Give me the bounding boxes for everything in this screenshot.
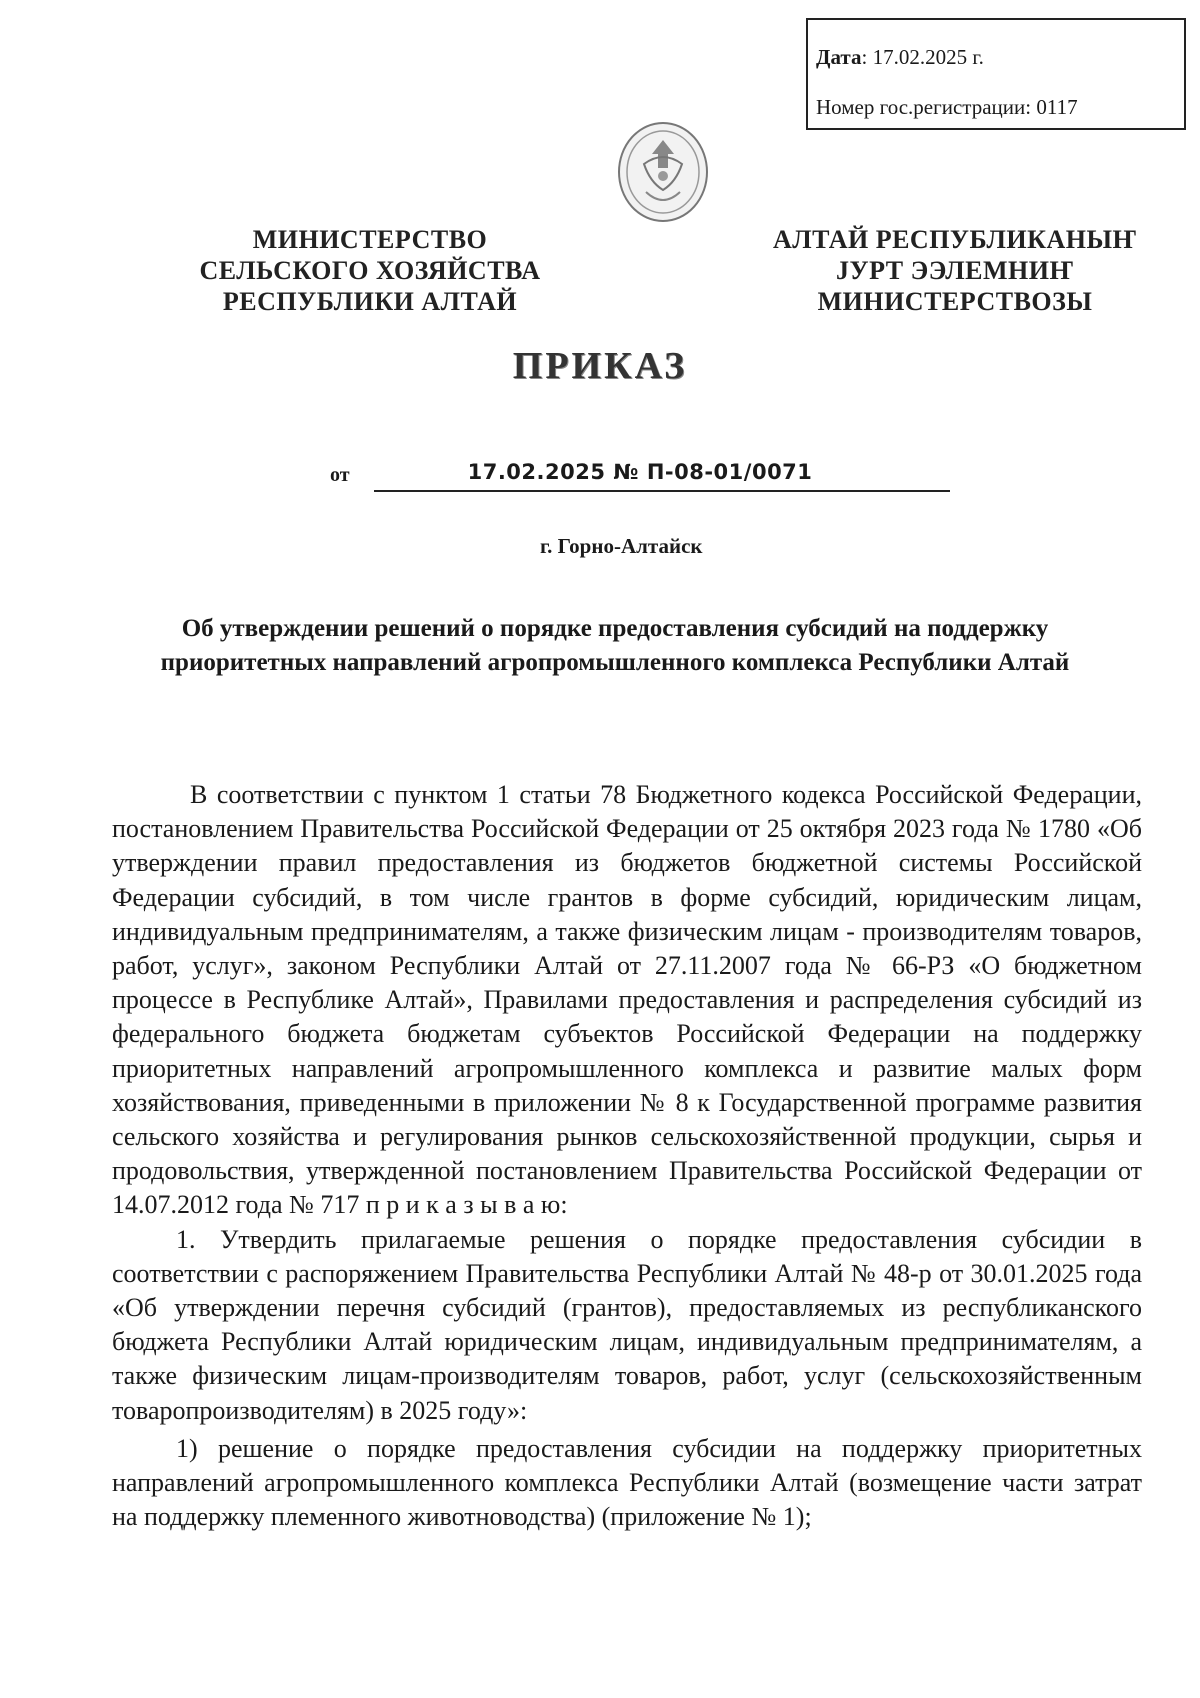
body-paragraph-preamble: В соответствии с пунктом 1 статьи 78 Бюджетного кодекса Российской Федерации, постановлением Правительства Российской Федерации от 25 октября 2023 года № 1780 «Об утверждении правил предоставления из бюджетов бюджетной системы Российской Федерации субсидий, в том числе грантов в форме субсидий, юридическим лицам, индивидуальным предпринимателям, а также физическим лицам - производителям товаров, работ, услуг», законом Республики Алтай от 27.11.2007 года № 66-РЗ «О бюджетном процессе в Республике Алтай», Правилами предоставления и распределения субсидий из федерального бюджета бюджетам субъектов Российской Федерации на поддержку приоритетных направлений агропромышленного комплекса и развитие малых форм хозяйствования, приведенными в приложении № 8 к Государственной программе развития сельского хозяйства и регулирования рынков сельскохозяйственной продукции, сырья и продовольствия, утвержденной постановлением Правительства Российской Федерации от 14.07.2012 года № 717 п р и к а з ы в а ю: <box>112 780 1142 1220</box>
registration-date <box>816 32 1184 82</box>
ministry-ru-line-3: РЕСПУБЛИКИ АЛТАЙ <box>222 287 518 316</box>
registration-number-value: : 0117 <box>1025 95 1078 119</box>
ministry-alt-line-1: АЛТАЙ РЕСПУБЛИКАНЫҤ <box>773 225 1137 254</box>
ministry-name-russian <box>185 224 555 317</box>
registration-number-label: Номер гос.регистрации <box>816 95 1026 119</box>
ministry-name-altai <box>755 224 1155 317</box>
order-number: 17.02.2025 № П-08-01/0071 <box>467 460 813 484</box>
ministry-ru-line-1: МИНИСТЕРСТВО <box>252 225 488 254</box>
registration-stamp <box>806 18 1186 130</box>
registration-date-value: : 17.02.2025 г. <box>861 45 984 69</box>
document-body <box>112 778 1142 1534</box>
coat-of-arms-emblem <box>616 120 710 224</box>
registration-date-label: Дата <box>816 45 862 69</box>
body-paragraph-item-1: 1. Утвердить прилагаемые решения о порядке предоставления субсидии в соответствии с распоряжением Правительства Республики Алтай № 48-р от 30.01.2025 года «Об утверждении перечня субсидий (грантов), предоставляемых из республиканского бюджета Республики Алтай юридическим лицам, индивидуальным предпринимателям, а также физическим лицам-производителям товаров, работ, услуг (сельскохозяйственным товаропроизводителям) в 2025 году»: <box>112 1224 1142 1425</box>
ministry-alt-line-3: МИНИСТЕРСТВОЗЫ <box>817 287 1093 316</box>
date-prefix: от <box>330 464 350 486</box>
document-title: ПРИКАЗ <box>512 345 688 387</box>
city: г. Горно-Алтайск <box>540 534 703 558</box>
ministry-alt-line-2: ЈУРТ ЭЭЛЕМНИҤ <box>836 256 1074 285</box>
ministry-ru-line-2: СЕЛЬСКОГО ХОЗЯЙСТВА <box>199 256 541 285</box>
registration-number <box>816 82 1184 132</box>
underline-rule <box>374 490 950 492</box>
body-paragraph-subitem-1: 1) решение о порядке предоставления субсидии на поддержку приоритетных направлений агропромышленного комплекса Республики Алтай (возмещение части затрат на поддержку племенного животноводства) (приложение № 1); <box>112 1433 1142 1532</box>
order-subject: Об утверждении решений о порядке предоставления субсидий на поддержку приоритетных направлений агропромышленного комплекса Республики Алтай <box>160 615 1070 676</box>
order-date-number-line <box>330 458 950 498</box>
